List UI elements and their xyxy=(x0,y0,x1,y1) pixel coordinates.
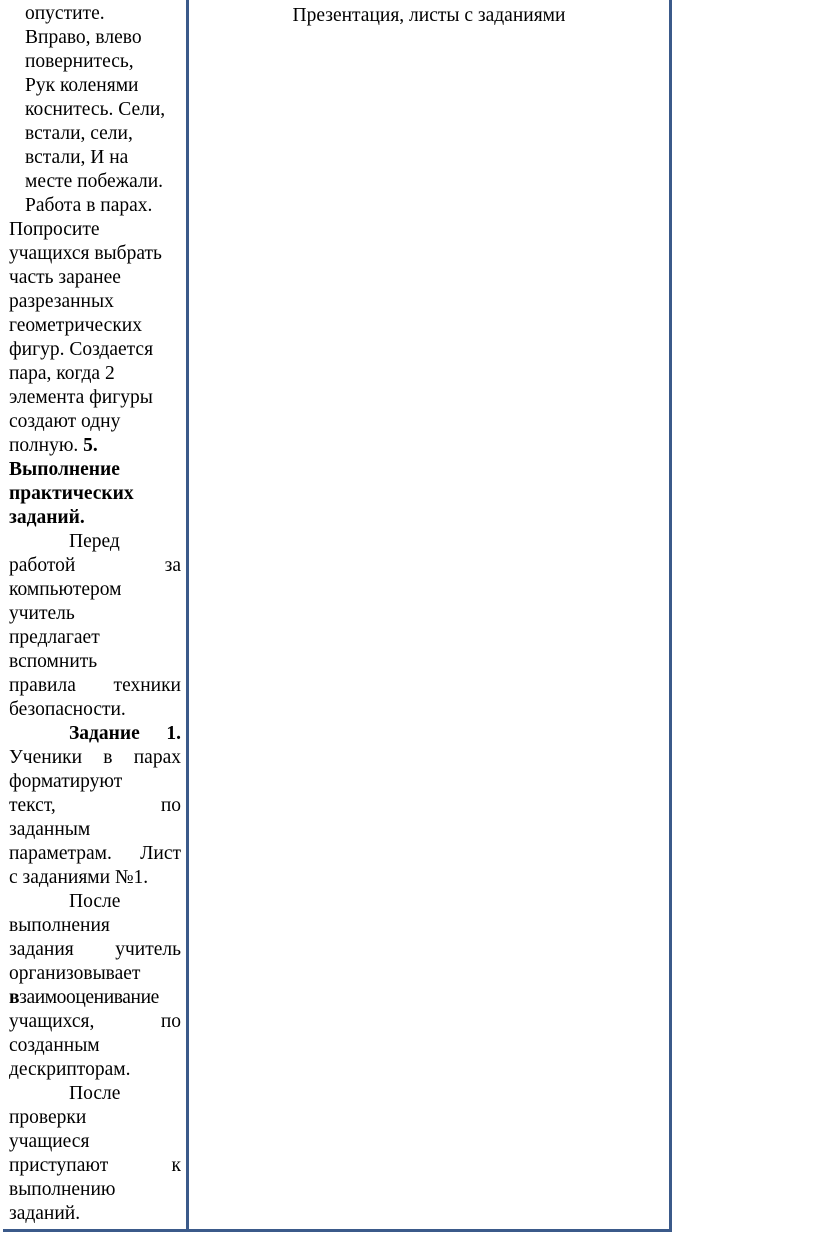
text-line xyxy=(9,842,181,866)
text-line: с заданиями №1. xyxy=(9,867,149,888)
text-line xyxy=(9,1010,181,1034)
text-line: компьютером xyxy=(9,579,122,600)
text-line: заданным xyxy=(9,819,91,840)
text-line xyxy=(9,434,98,458)
word: Ученики xyxy=(9,747,83,768)
text-line: созданным xyxy=(9,1035,100,1056)
word: текст, xyxy=(9,795,56,816)
text-line: повернитесь, xyxy=(25,51,134,72)
text-line: Вправо, влево xyxy=(25,27,142,48)
text-line: Перед xyxy=(69,531,120,552)
heading-line: Выполнение xyxy=(9,459,120,480)
section-heading xyxy=(9,482,134,506)
text-line xyxy=(9,554,181,578)
word: учащихся, xyxy=(9,1011,95,1032)
text-line: учитель xyxy=(9,603,75,624)
text-line: выполнения xyxy=(9,915,110,936)
lesson-table xyxy=(3,0,672,1232)
text-line: заданий. xyxy=(9,1203,81,1224)
text-line: часть заранее xyxy=(9,267,121,288)
text-line: дескрипторам. xyxy=(9,1059,131,1080)
word: за xyxy=(164,555,181,576)
word: в xyxy=(103,747,113,768)
word: приступают xyxy=(9,1155,109,1176)
text-line: Попросите xyxy=(9,219,100,240)
heading-line: практических xyxy=(9,483,134,504)
word: учитель xyxy=(115,939,181,960)
text-line: форматируют xyxy=(9,771,123,792)
text-line: встали, И на xyxy=(25,147,129,168)
word: заимооценивание xyxy=(19,987,159,1008)
text-line: организовывает xyxy=(9,963,141,984)
text-fragment: полную. xyxy=(9,435,79,456)
text-line: учащиеся xyxy=(9,1131,90,1152)
text-line: месте побежали. xyxy=(25,171,164,192)
text-line: создают одну xyxy=(9,411,121,432)
text-line xyxy=(9,794,181,818)
text-line: проверки xyxy=(9,1107,87,1128)
word: работой xyxy=(9,555,76,576)
text-line: разрезанных xyxy=(9,291,114,312)
word: по xyxy=(160,795,181,816)
text-line: геометрических xyxy=(9,315,142,336)
text-line xyxy=(9,938,181,962)
word: правила xyxy=(9,675,76,696)
heading-line: заданий. xyxy=(9,507,85,528)
text-line: безопасности. xyxy=(9,699,126,720)
text-line: фигур. Создается xyxy=(9,339,154,360)
text-line: учащихся выбрать xyxy=(9,243,162,264)
word: задания xyxy=(9,939,74,960)
word: техники xyxy=(113,675,181,696)
task-heading xyxy=(69,722,181,746)
text-line xyxy=(9,746,181,770)
text-line: встали, сели, xyxy=(25,123,133,144)
section-heading xyxy=(9,458,120,482)
left-cell xyxy=(3,0,189,1229)
section-number: 5. xyxy=(83,435,98,456)
word: Лист xyxy=(140,843,181,864)
text-line: предлагает xyxy=(9,627,100,648)
text-line: Работа в парах. xyxy=(25,195,153,216)
resources-text: Презентация, листы с заданиями xyxy=(292,5,566,26)
word: парах xyxy=(133,747,181,768)
word: к xyxy=(171,1155,181,1176)
text-line: пара, когда 2 xyxy=(9,363,115,384)
text-line xyxy=(9,1154,181,1178)
word: параметрам. xyxy=(9,843,112,864)
word: по xyxy=(160,1011,181,1032)
text-line: выполнению xyxy=(9,1179,116,1200)
text-line: Рук коленями xyxy=(25,75,139,96)
bold-letter: в xyxy=(9,987,20,1008)
text-line: элемента фигуры xyxy=(9,387,153,408)
text-line: После xyxy=(69,1083,121,1104)
text-line xyxy=(9,674,181,698)
text-line: коснитесь. Сели, xyxy=(25,99,166,120)
text-line: После xyxy=(69,891,121,912)
section-heading xyxy=(9,506,85,530)
word: Задание xyxy=(69,723,140,744)
word: 1. xyxy=(166,723,181,744)
text-line: опустите. xyxy=(25,3,105,24)
text-line xyxy=(9,986,159,1010)
text-line: вспомнить xyxy=(9,651,98,672)
right-cell xyxy=(189,0,669,1233)
